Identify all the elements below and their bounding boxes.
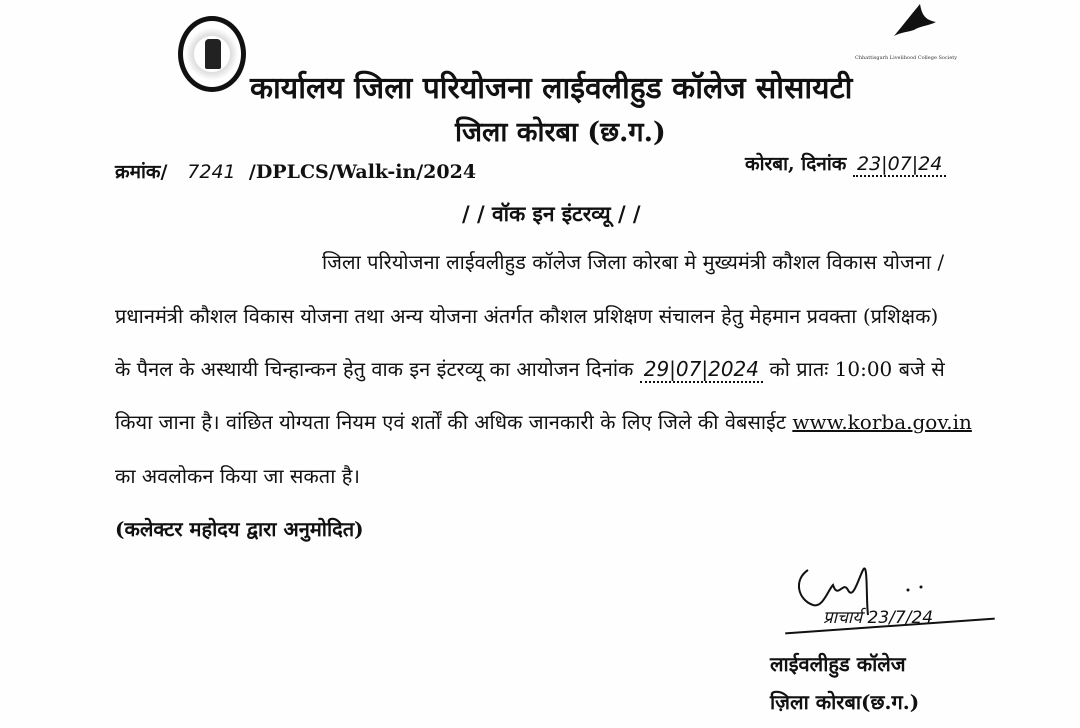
body-line-3-time: को प्रातः 10:00 बजे से	[769, 357, 945, 381]
office-subtitle: जिला कोरबा (छ.ग.)	[455, 117, 666, 148]
issue-date	[745, 150, 946, 177]
body-line-3	[115, 355, 945, 383]
office-title: कार्यालय जिला परियोजना लाईवलीहुड कॉलेज सोसायटी	[250, 71, 853, 106]
body-line-4	[115, 408, 972, 435]
body-line-2: प्रधानमंत्री कौशल विकास योजना तथा अन्य योजना अंतर्गत कौशल प्रशिक्षण संचालन हेतु मेहमान प्रवक्ता (प्रशिक्षक)	[115, 304, 939, 328]
notice-heading: / / वॉक इन इंटरव्यू / /	[462, 201, 641, 226]
government-seal-logo	[178, 16, 246, 92]
date-label: कोरबा, दिनांक	[745, 153, 847, 175]
body-line-1: जिला परियोजना लाईवलीहुड कॉलेज जिला कोरबा मे मुख्यमंत्री कौशल विकास योजना /	[322, 250, 945, 274]
date-value: 23|07|24	[853, 153, 946, 177]
reference-label: क्रमांक/	[115, 161, 168, 183]
signatory-designation: प्राचार्य 23/7/24	[823, 608, 934, 628]
reference-number	[115, 158, 476, 184]
logo-caption: Chhattisgarh Livelihood College Society	[855, 55, 958, 61]
body-line-4-text: किया जाना है। वांछित योग्यता नियम एवं शर्तों की अधिक जानकारी के लिए जिले की वेबसाईट	[115, 410, 786, 434]
approval-note: (कलेक्टर महोदय द्वारा अनुमोदित)	[115, 517, 364, 541]
interview-date: 29|07|2024	[640, 357, 763, 383]
signatory-district: ज़िला कोरबा(छ.ग.)	[770, 690, 920, 714]
signatory-org: लाईवलीहुड कॉलेज	[770, 652, 906, 676]
body-line-3-text: के पैनल के अस्थायी चिन्हान्कन हेतु वाक इन इंटरव्यू का आयोजन दिनांक	[115, 357, 634, 381]
livelihood-bird-logo	[880, 2, 940, 50]
website-link[interactable]: www.korba.gov.in	[792, 410, 972, 434]
reference-code: /DPLCS/Walk-in/2024	[248, 161, 477, 183]
body-line-5: का अवलोकन किया जा सकता है।	[115, 464, 360, 488]
reference-handwritten-number: 7241	[187, 161, 236, 183]
